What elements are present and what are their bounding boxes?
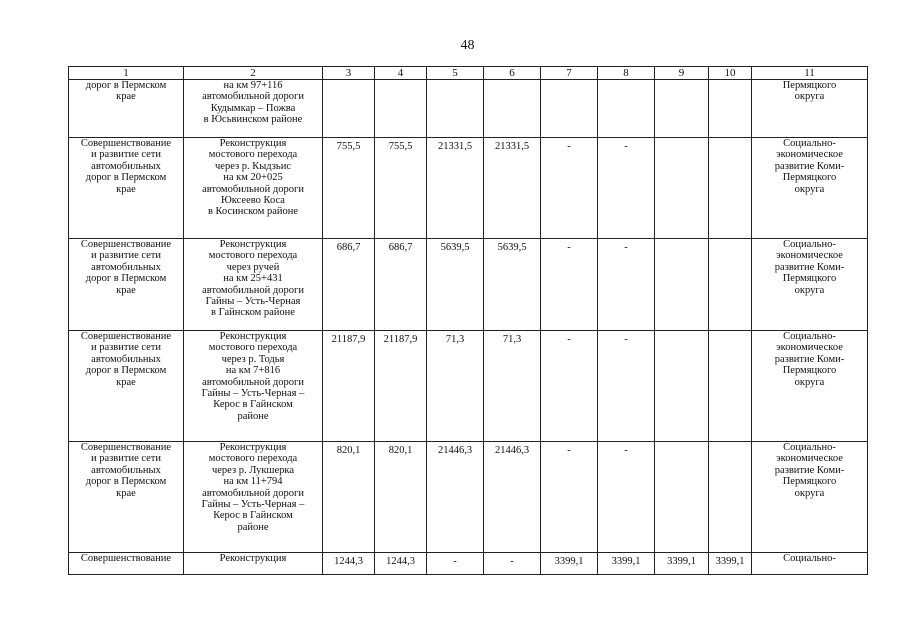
value-cell bbox=[655, 331, 709, 442]
purpose-cell: Социально- экономическое развитие Коми- Пермяцкого округа bbox=[752, 138, 868, 239]
value-cell bbox=[598, 80, 655, 138]
program-cell: дорог в Пермском крае bbox=[69, 80, 184, 138]
value-cell bbox=[484, 80, 541, 138]
value-cell: - bbox=[598, 138, 655, 239]
value-cell bbox=[709, 80, 752, 138]
column-header: 6 bbox=[484, 67, 541, 80]
value-cell bbox=[709, 239, 752, 331]
value-cell bbox=[655, 80, 709, 138]
value-cell: 71,3 bbox=[427, 331, 484, 442]
purpose-cell: Социально- экономическое развитие Коми- Пермяцкого округа bbox=[752, 331, 868, 442]
value-cell: - bbox=[427, 553, 484, 575]
value-cell: - bbox=[541, 239, 598, 331]
column-header: 8 bbox=[598, 67, 655, 80]
value-cell bbox=[709, 331, 752, 442]
column-header: 1 bbox=[69, 67, 184, 80]
column-header: 2 bbox=[184, 67, 323, 80]
table-row bbox=[69, 239, 868, 331]
value-cell: - bbox=[541, 331, 598, 442]
value-cell bbox=[427, 80, 484, 138]
value-cell: 820,1 bbox=[323, 442, 375, 553]
value-cell: 686,7 bbox=[323, 239, 375, 331]
value-cell bbox=[709, 442, 752, 553]
table-row bbox=[69, 331, 868, 442]
value-cell: 21446,3 bbox=[484, 442, 541, 553]
column-header: 10 bbox=[709, 67, 752, 80]
column-header: 9 bbox=[655, 67, 709, 80]
value-cell: 21187,9 bbox=[323, 331, 375, 442]
table-row bbox=[69, 442, 868, 553]
value-cell: 21187,9 bbox=[375, 331, 427, 442]
value-cell: - bbox=[541, 138, 598, 239]
column-header: 7 bbox=[541, 67, 598, 80]
object-cell: Реконструкция мостового перехода через ручей на км 25+431 автомобильной дороги Гайны – Усть-Черная в Гайнском районе bbox=[184, 239, 323, 331]
purpose-cell: Социально- экономическое развитие Коми- Пермяцкого округа bbox=[752, 239, 868, 331]
value-cell: - bbox=[598, 331, 655, 442]
value-cell bbox=[375, 80, 427, 138]
value-cell bbox=[655, 442, 709, 553]
value-cell: 686,7 bbox=[375, 239, 427, 331]
object-cell: на км 97+116 автомобильной дороги Кудымкар – Пожва в Юсьвинском районе bbox=[184, 80, 323, 138]
value-cell: - bbox=[484, 553, 541, 575]
table-row bbox=[69, 80, 868, 138]
table-row bbox=[69, 138, 868, 239]
value-cell: 21331,5 bbox=[484, 138, 541, 239]
value-cell: 755,5 bbox=[323, 138, 375, 239]
column-number-row bbox=[69, 67, 868, 80]
value-cell: 5639,5 bbox=[427, 239, 484, 331]
column-header: 5 bbox=[427, 67, 484, 80]
object-cell: Реконструкция bbox=[184, 553, 323, 575]
object-cell: Реконструкция мостового перехода через р. Тодья на км 7+816 автомобильной дороги Гайны – Усть-Черная – Керос в Гайнском районе bbox=[184, 331, 323, 442]
program-cell: Совершенствование и развитие сети автомобильных дорог в Пермском крае bbox=[69, 138, 184, 239]
program-cell: Совершенствование и развитие сети автомобильных дорог в Пермском крае bbox=[69, 331, 184, 442]
value-cell bbox=[541, 80, 598, 138]
object-cell: Реконструкция мостового перехода через р. Кыдзьис на км 20+025 автомобильной дороги Юксеево Коса в Косинском районе bbox=[184, 138, 323, 239]
value-cell: - bbox=[598, 442, 655, 553]
value-cell: - bbox=[541, 442, 598, 553]
value-cell: 1244,3 bbox=[375, 553, 427, 575]
value-cell bbox=[709, 138, 752, 239]
column-header: 11 bbox=[752, 67, 868, 80]
value-cell: 3399,1 bbox=[541, 553, 598, 575]
column-header: 4 bbox=[375, 67, 427, 80]
value-cell bbox=[655, 138, 709, 239]
program-cell: Совершенствование bbox=[69, 553, 184, 575]
page-number: 48 bbox=[460, 38, 475, 53]
value-cell: 3399,1 bbox=[709, 553, 752, 575]
value-cell: 21446,3 bbox=[427, 442, 484, 553]
value-cell: - bbox=[598, 239, 655, 331]
value-cell: 21331,5 bbox=[427, 138, 484, 239]
value-cell: 820,1 bbox=[375, 442, 427, 553]
program-cell: Совершенствование и развитие сети автомобильных дорог в Пермском крае bbox=[69, 239, 184, 331]
value-cell: 755,5 bbox=[375, 138, 427, 239]
value-cell: 3399,1 bbox=[655, 553, 709, 575]
purpose-cell: Пермяцкого округа bbox=[752, 80, 868, 138]
value-cell: 3399,1 bbox=[598, 553, 655, 575]
value-cell bbox=[323, 80, 375, 138]
value-cell bbox=[655, 239, 709, 331]
value-cell: 71,3 bbox=[484, 331, 541, 442]
purpose-cell: Социально- экономическое развитие Коми- Пермяцкого округа bbox=[752, 442, 868, 553]
object-cell: Реконструкция мостового перехода через р. Лукшерка на км 11+794 автомобильной дороги Гайны – Усть-Черная – Керос в Гайнском районе bbox=[184, 442, 323, 553]
table-row bbox=[69, 553, 868, 575]
program-table bbox=[68, 66, 868, 575]
program-cell: Совершенствование и развитие сети автомобильных дорог в Пермском крае bbox=[69, 442, 184, 553]
purpose-cell: Социально- bbox=[752, 553, 868, 575]
column-header: 3 bbox=[323, 67, 375, 80]
value-cell: 5639,5 bbox=[484, 239, 541, 331]
value-cell: 1244,3 bbox=[323, 553, 375, 575]
